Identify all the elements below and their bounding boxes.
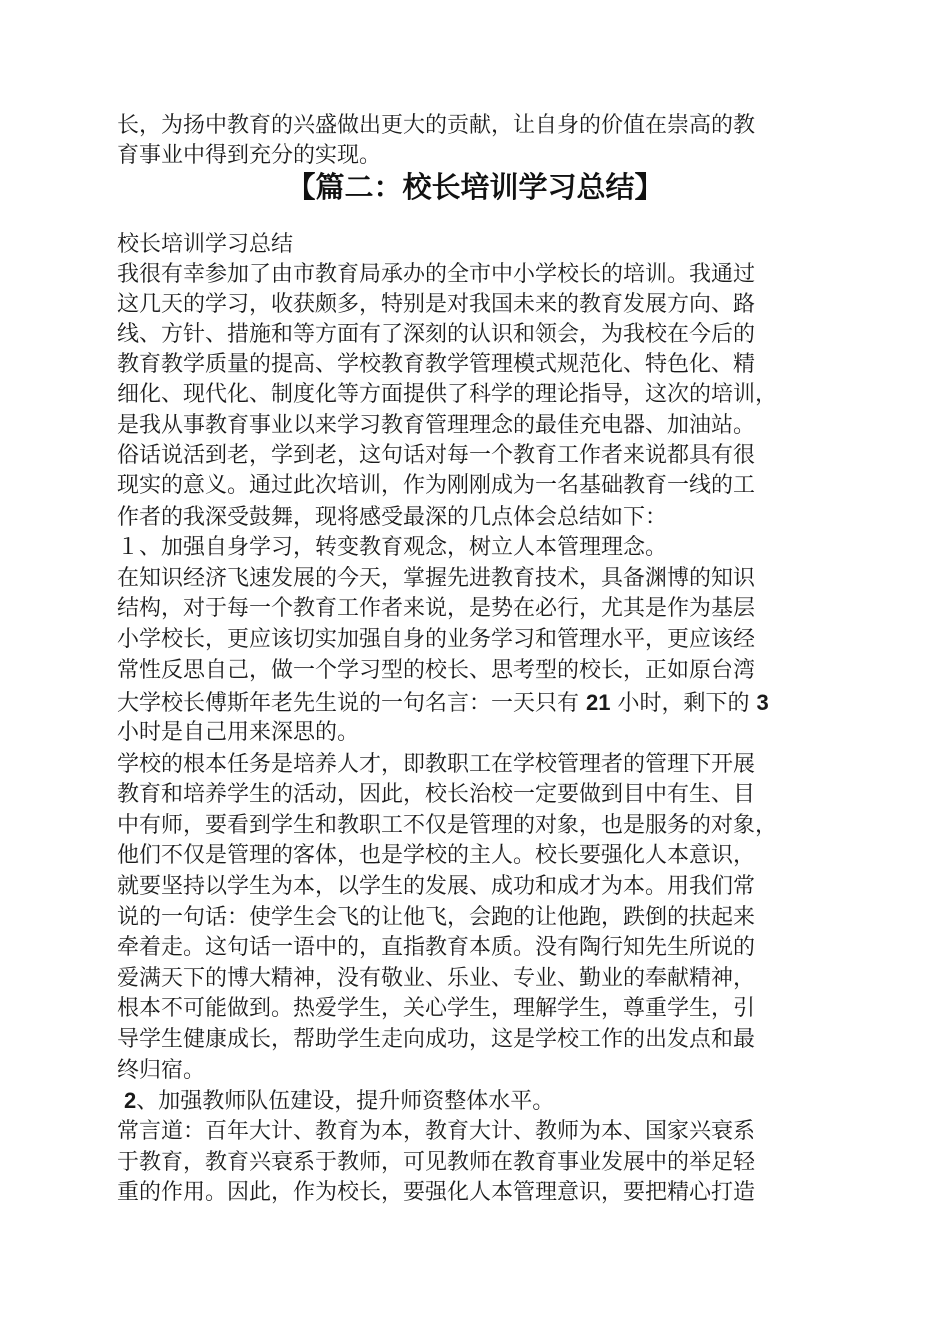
text-line: 是我从事教育事业以来学习教育管理理念的最佳充电器、加油站。 bbox=[117, 413, 756, 438]
text-line: 教育和培养学生的活动，因此，校长治校一定要做到目中有生、目 bbox=[117, 782, 756, 807]
quote-text: 大学校长傅斯年老先生说的一句名言：一天只有 bbox=[117, 691, 586, 716]
quote-number: 21 bbox=[586, 690, 611, 715]
text-line: 在知识经济飞速发展的今天，掌握先进教育技术，具备渊博的知识 bbox=[117, 566, 756, 591]
text-line: 俗话说活到老，学到老，这句话对每一个教育工作者来说都具有很 bbox=[117, 443, 756, 468]
text-line: 牵着走。这句话一语中的，直指教育本质。没有陶行知先生所说的 bbox=[117, 935, 756, 960]
text-line: 作者的我深受鼓舞，现将感受最深的几点体会总结如下： bbox=[117, 505, 668, 530]
quote-number: 3 bbox=[756, 690, 769, 715]
text-line: 小学校长，更应该切实加强自身的业务学习和管理水平，更应该经 bbox=[117, 627, 756, 652]
text-line: 导学生健康成长，帮助学生走向成功，这是学校工作的出发点和最 bbox=[117, 1027, 756, 1052]
text-line: 于教育，教育兴衰系于教师，可见教师在教育事业发展中的举足轻 bbox=[117, 1150, 756, 1175]
text-line: 根本不可能做到。热爱学生，关心学生，理解学生，尊重学生，引 bbox=[117, 996, 756, 1021]
section-title: 【篇二：校长培训学习总结】 bbox=[286, 170, 664, 204]
text-line: 重的作用。因此，作为校长，要强化人本管理意识，要把精心打造 bbox=[117, 1180, 756, 1205]
point-number: 2 bbox=[124, 1088, 137, 1113]
text-line: １、加强自身学习，转变教育观念，树立人本管理理念。 bbox=[117, 535, 668, 560]
text-line: 爱满天下的博大精神，没有敬业、乐业、专业、勤业的奉献精神， bbox=[117, 966, 756, 991]
text-line: 教育教学质量的提高、学校教育教学管理模式规范化、特色化、精 bbox=[117, 352, 756, 377]
text-line: 这几天的学习，收获颇多，特别是对我国未来的教育发展方向、路 bbox=[117, 292, 756, 317]
text-line: 常性反思自己，做一个学习型的校长、思考型的校长，正如原台湾 bbox=[117, 658, 756, 683]
text-line: 我很有幸参加了由市教育局承办的全市中小学校长的培训。我通过 bbox=[117, 262, 756, 287]
point-text: 、加强教师队伍建设，提升师资整体水平。 bbox=[136, 1089, 555, 1114]
text-line: 常言道：百年大计、教育为本，教育大计、教师为本、国家兴衰系 bbox=[117, 1119, 756, 1144]
text-line: 细化、现代化、制度化等方面提供了科学的理论指导，这次的培训， bbox=[117, 382, 778, 407]
point-heading bbox=[117, 1086, 554, 1117]
quote-line bbox=[117, 688, 769, 719]
text-line: 线、方针、措施和等方面有了深刻的认识和领会，为我校在今后的 bbox=[117, 322, 756, 347]
text-line: 就要坚持以学生为本，以学生的发展、成功和成才为本。用我们常 bbox=[117, 874, 756, 899]
text-line: 长，为扬中教育的兴盛做出更大的贡献，让自身的价值在崇高的教 bbox=[117, 113, 756, 138]
text-line: 他们不仅是管理的客体，也是学校的主人。校长要强化人本意识， bbox=[117, 843, 756, 868]
text-line: 学校的根本任务是培养人才，即教职工在学校管理者的管理下开展 bbox=[117, 752, 756, 777]
text-line: 结构，对于每一个教育工作者来说，是势在必行，尤其是作为基层 bbox=[117, 596, 756, 621]
text-line: 育事业中得到充分的实现。 bbox=[117, 143, 382, 168]
text-line: 中有师，要看到学生和教职工不仅是管理的对象，也是服务的对象， bbox=[117, 813, 778, 838]
text-line: 终归宿。 bbox=[117, 1058, 206, 1083]
text-line: 说的一句话：使学生会飞的让他飞，会跑的让他跑，跌倒的扶起来 bbox=[117, 905, 756, 930]
quote-text: 小时，剩下的 bbox=[610, 691, 757, 716]
text-line: 现实的意义。通过此次培训，作为刚刚成为一名基础教育一线的工 bbox=[117, 473, 756, 498]
text-line: 小时是自己用来深思的。 bbox=[117, 720, 360, 745]
subtitle-line: 校长培训学习总结 bbox=[117, 232, 294, 257]
